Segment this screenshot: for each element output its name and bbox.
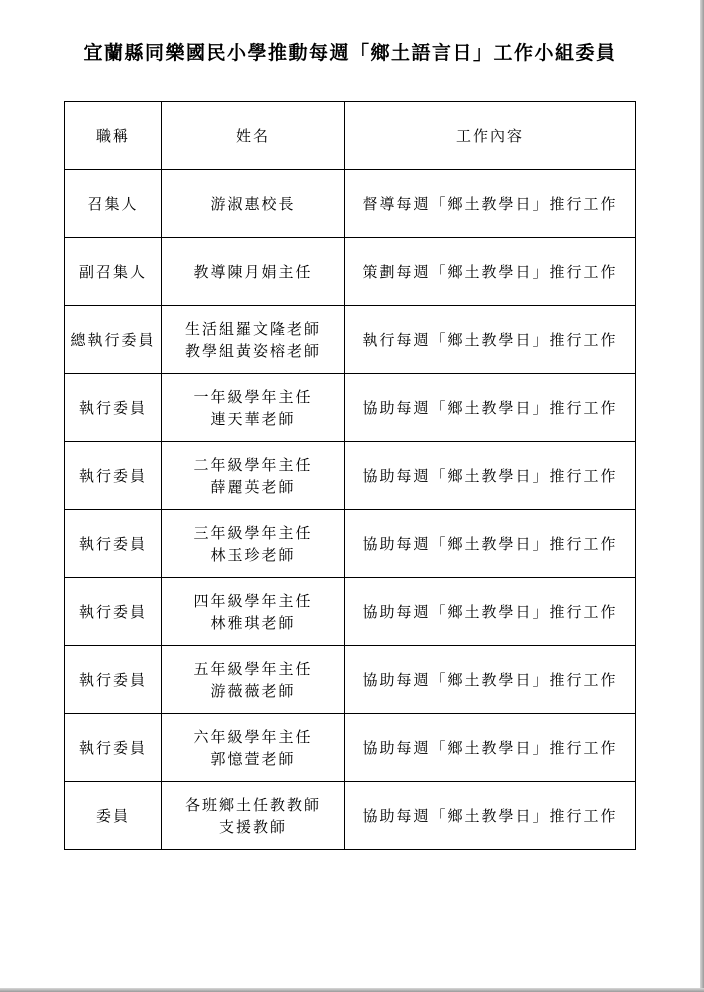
name-line: 各班鄉土任教教師 — [184, 795, 321, 814]
table-row — [65, 306, 636, 374]
header-role: 職稱 — [65, 102, 162, 170]
name-line: 支援教師 — [218, 817, 287, 836]
cell-work: 協助每週「鄉土教學日」推行工作 — [345, 374, 636, 442]
cell-name — [162, 510, 345, 578]
cell-name — [162, 578, 345, 646]
cell-work: 策劃每週「鄉土教學日」推行工作 — [345, 238, 636, 306]
committee-table — [64, 101, 636, 850]
cell-role: 執行委員 — [65, 442, 162, 510]
cell-role: 執行委員 — [65, 578, 162, 646]
document-title: 宜蘭縣同樂國民小學推動每週「鄉土語言日」工作小組委員 — [83, 42, 617, 64]
cell-name — [162, 714, 345, 782]
cell-name — [162, 646, 345, 714]
table-row — [65, 782, 636, 850]
cell-role: 召集人 — [65, 170, 162, 238]
cell-role: 執行委員 — [65, 646, 162, 714]
cell-name — [162, 374, 345, 442]
page-edge-shadow-right — [700, 0, 704, 992]
cell-name — [162, 238, 345, 306]
cell-name — [162, 442, 345, 510]
cell-role: 執行委員 — [65, 374, 162, 442]
name-line: 林玉珍老師 — [210, 545, 296, 564]
cell-role: 執行委員 — [65, 510, 162, 578]
name-line: 薛麗英老師 — [210, 477, 296, 496]
name-line: 二年級學年主任 — [193, 455, 313, 474]
name-line: 六年級學年主任 — [193, 727, 313, 746]
table-row — [65, 442, 636, 510]
cell-work: 協助每週「鄉土教學日」推行工作 — [345, 782, 636, 850]
name-line: 一年級學年主任 — [193, 387, 313, 406]
name-line: 林雅琪老師 — [210, 613, 296, 632]
cell-role: 總執行委員 — [65, 306, 162, 374]
table-row — [65, 578, 636, 646]
name-line: 郭憶萱老師 — [210, 749, 296, 768]
table-row — [65, 714, 636, 782]
name-line: 游淑惠校長 — [210, 194, 296, 213]
table-row — [65, 170, 636, 238]
cell-name — [162, 782, 345, 850]
table-row — [65, 238, 636, 306]
cell-work: 協助每週「鄉土教學日」推行工作 — [345, 442, 636, 510]
name-line: 連天華老師 — [210, 409, 296, 428]
cell-work: 協助每週「鄉土教學日」推行工作 — [345, 578, 636, 646]
name-line: 三年級學年主任 — [193, 523, 313, 542]
cell-role: 副召集人 — [65, 238, 162, 306]
name-line: 教導陳月娟主任 — [193, 262, 313, 281]
table-row — [65, 374, 636, 442]
name-line: 教學組黃姿榕老師 — [184, 341, 321, 360]
page-edge-shadow-bottom — [0, 988, 704, 992]
table-row — [65, 510, 636, 578]
cell-work: 督導每週「鄉土教學日」推行工作 — [345, 170, 636, 238]
name-line: 五年級學年主任 — [193, 659, 313, 678]
header-work: 工作內容 — [345, 102, 636, 170]
table-body — [65, 170, 636, 850]
cell-work: 執行每週「鄉土教學日」推行工作 — [345, 306, 636, 374]
cell-work: 協助每週「鄉土教學日」推行工作 — [345, 510, 636, 578]
cell-role: 執行委員 — [65, 714, 162, 782]
cell-name — [162, 170, 345, 238]
cell-work: 協助每週「鄉土教學日」推行工作 — [345, 714, 636, 782]
table-header-row — [65, 102, 636, 170]
header-name: 姓名 — [162, 102, 345, 170]
cell-role: 委員 — [65, 782, 162, 850]
name-line: 游薇薇老師 — [210, 681, 296, 700]
name-line: 四年級學年主任 — [193, 591, 313, 610]
cell-name — [162, 306, 345, 374]
name-line: 生活組羅文隆老師 — [184, 319, 321, 338]
table-row — [65, 646, 636, 714]
cell-work: 協助每週「鄉土教學日」推行工作 — [345, 646, 636, 714]
